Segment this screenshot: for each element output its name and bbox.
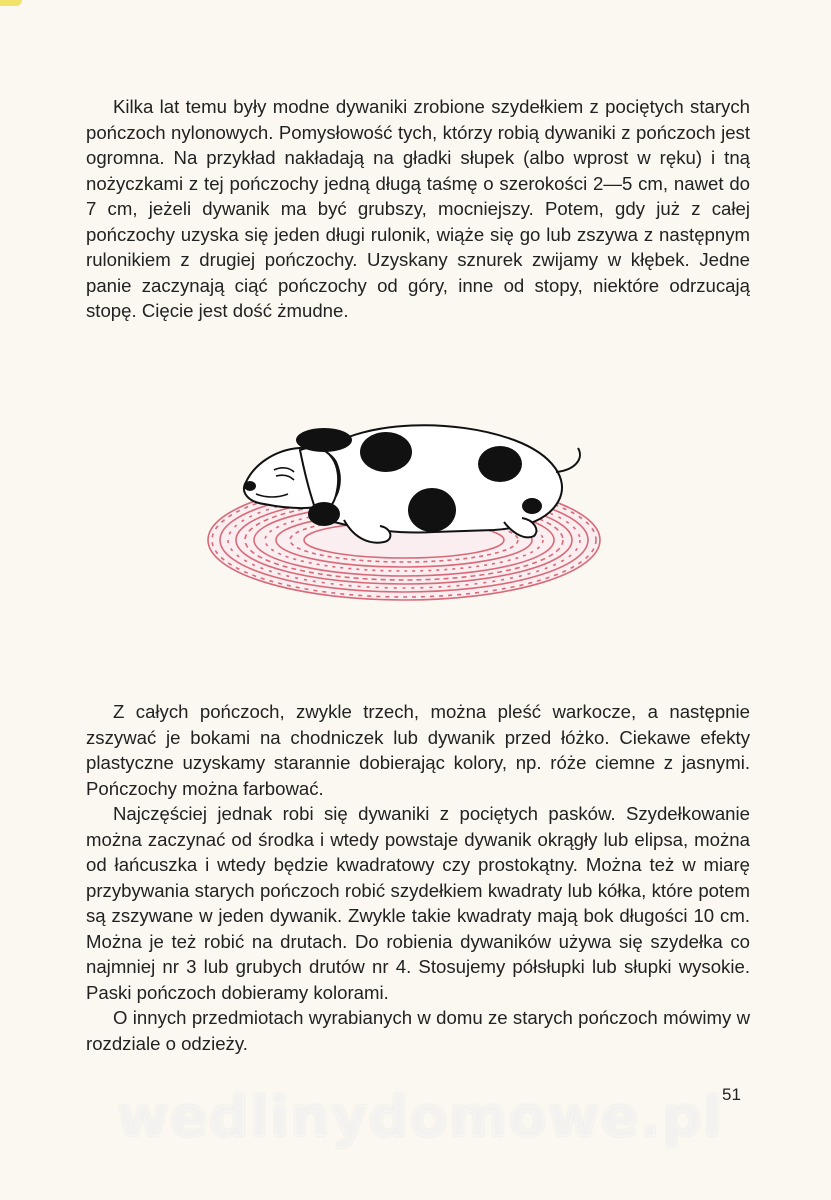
- text-block-bottom: [86, 699, 750, 1056]
- paragraph: Najczęściej jednak robi się dywaniki z pociętych pasków. Szydełkowanie można zaczynać od środka i wtedy powstaje dywanik okrągły lub elipsa, można od łańcuszka i wtedy będzie kwadratowy czy prostokątny. Można też w miarę przybywania starych pończoch robić szydełkiem kwadraty lub kółka, które potem są zszywane w jeden dywanik. Zwykle takie kwadraty mają bok długości 10 cm. Można je też robić na drutach. Do robienia dywaników używa się szydełka co najmniej nr 3 lub grubych drutów nr 4. Stosujemy półsłupki lub słupki wysokie. Paski pończoch dobieramy kolorami.: [86, 803, 750, 1003]
- text-block-top: [86, 94, 750, 324]
- corner-mark: [0, 0, 22, 6]
- page-number: 51: [722, 1085, 741, 1104]
- paragraph: Z całych pończoch, zwykle trzech, można pleść warkocze, a następnie zszywać je bokami na chodniczek lub dywanik przed łóżko. Ciekawe efekty plastyczne uzyskamy starannie dobierając kolory, np. róże ciemne z jasnymi. Pończochy można farbować.: [86, 701, 750, 799]
- paragraph: Kilka lat temu były modne dywaniki zrobione szydełkiem z pociętych starych pończoch nylonowych. Pomysłowość tych, którzy robią dywaniki z pończoch jest ogromna. Na przykład nakładają na gładki słupek (albo wprost w ręku) i tną nożyczkami z tej pończochy jedną długą taśmę o szerokości 2—5 cm, nawet do 7 cm, jeżeli dywanik ma być grubszy, mocniejszy. Potem, gdy już z całej pończochy uzyska się jeden długi rulonik, wiąże się go lub zszywa z następnym rulonikiem z drugiej pończochy. Uzyskany sznurek zwijamy w kłębek. Jedne panie zaczynają ciąć pończochy od góry, inne od stopy, niektóre odrzucają stopę. Cięcie jest dość żmudne.: [86, 96, 750, 321]
- dog-nose: [244, 481, 256, 491]
- dog-on-rug-illustration: [204, 410, 624, 625]
- watermark: wedlinydomowe.pl: [116, 1085, 724, 1150]
- paragraph: O innych przedmiotach wyrabianych w domu ze starych pończoch mówimy w rozdziale o odzieży.: [86, 1007, 750, 1054]
